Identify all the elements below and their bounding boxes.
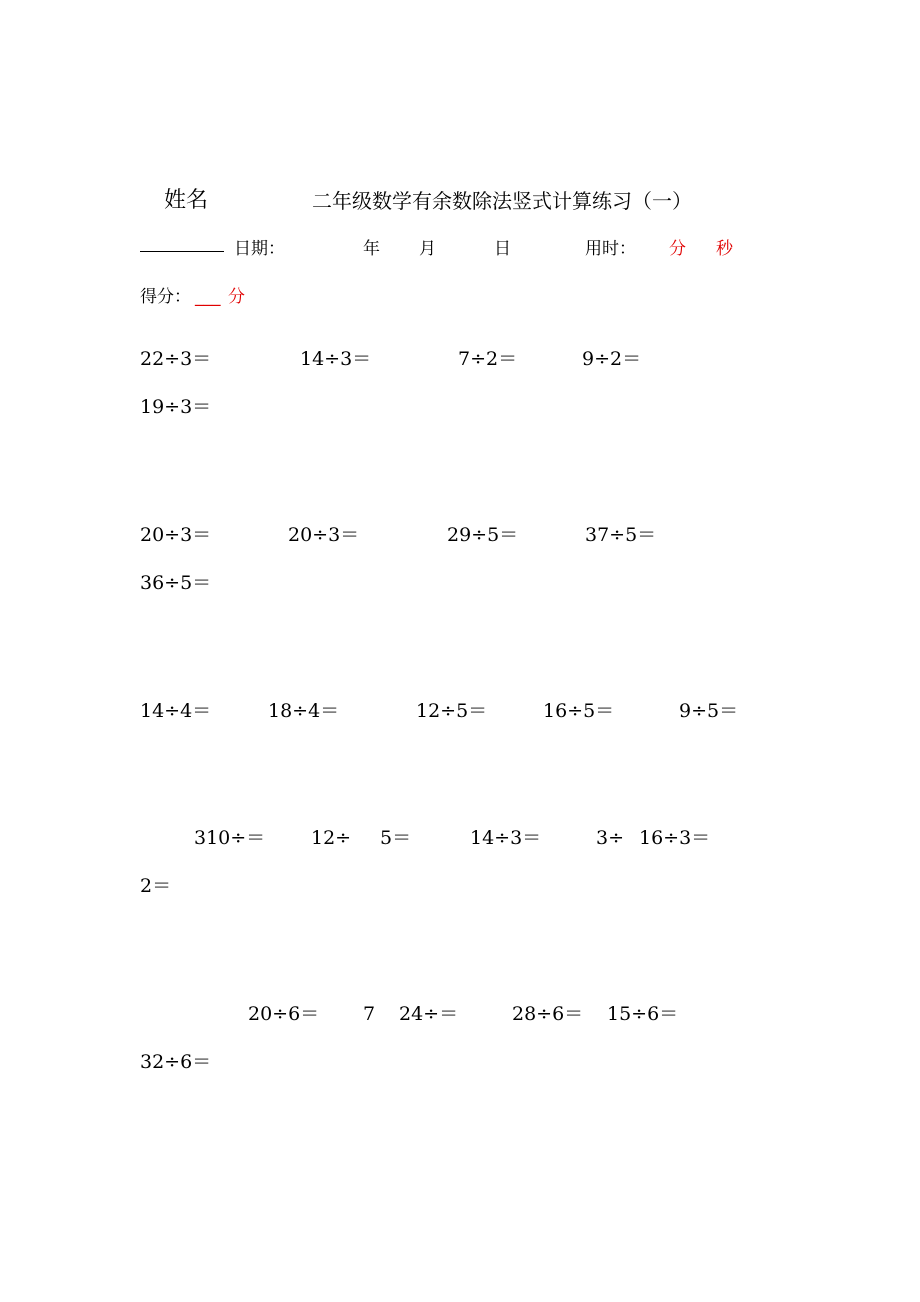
- day-label: 日: [494, 239, 511, 259]
- problem-r4-2a: 12÷: [311, 827, 352, 849]
- problem-r5-4: 15÷6＝: [607, 1003, 679, 1025]
- name-blank-line: [140, 251, 224, 252]
- problem-r2-2: 20÷3＝: [288, 524, 360, 546]
- name-label: 姓名: [164, 188, 209, 213]
- problem-r5-2a: 7: [363, 1003, 376, 1025]
- minutes-label: 分: [669, 239, 686, 259]
- problem-r5-5: 32÷6＝: [140, 1051, 212, 1073]
- page-title: 二年级数学有余数除法竖式计算练习（一）: [312, 189, 692, 213]
- year-label: 年: [363, 239, 380, 259]
- date-label: 日期：: [234, 239, 285, 259]
- problem-r2-4: 37÷5＝: [585, 524, 657, 546]
- problem-r4-1: 310÷＝: [194, 827, 266, 849]
- score-label: 得分：: [140, 287, 191, 307]
- score-unit: 分: [228, 287, 245, 307]
- problem-r5-2b: 24÷＝: [399, 1003, 459, 1025]
- problem-r4-2b: 5＝: [380, 827, 412, 849]
- seconds-label: 秒: [716, 239, 733, 259]
- problem-r2-5: 36÷5＝: [140, 572, 212, 594]
- problem-r5-1: 20÷6＝: [248, 1003, 320, 1025]
- problem-r1-5: 19÷3＝: [140, 396, 212, 418]
- score-blank: ___: [195, 287, 221, 307]
- problem-r5-3: 28÷6＝: [512, 1003, 584, 1025]
- problem-r4-5: 16÷3＝: [639, 827, 711, 849]
- time-label: 用时：: [585, 239, 636, 259]
- month-label: 月: [419, 239, 436, 259]
- problem-r4-3: 14÷3＝: [470, 827, 542, 849]
- problem-r4-4b: 2＝: [140, 875, 172, 897]
- problem-r1-4: 9÷2＝: [582, 348, 642, 370]
- problem-r1-1: 22÷3＝: [140, 348, 212, 370]
- problem-r2-3: 29÷5＝: [447, 524, 519, 546]
- problem-r3-5: 9÷5＝: [679, 700, 739, 722]
- problem-r2-1: 20÷3＝: [140, 524, 212, 546]
- problem-r3-3: 12÷5＝: [416, 700, 488, 722]
- problem-r3-2: 18÷4＝: [268, 700, 340, 722]
- problem-r3-4: 16÷5＝: [543, 700, 615, 722]
- problem-r4-4a: 3÷: [596, 827, 625, 849]
- problem-r3-1: 14÷4＝: [140, 700, 212, 722]
- problem-r1-3: 7÷2＝: [458, 348, 518, 370]
- problem-r1-2: 14÷3＝: [300, 348, 372, 370]
